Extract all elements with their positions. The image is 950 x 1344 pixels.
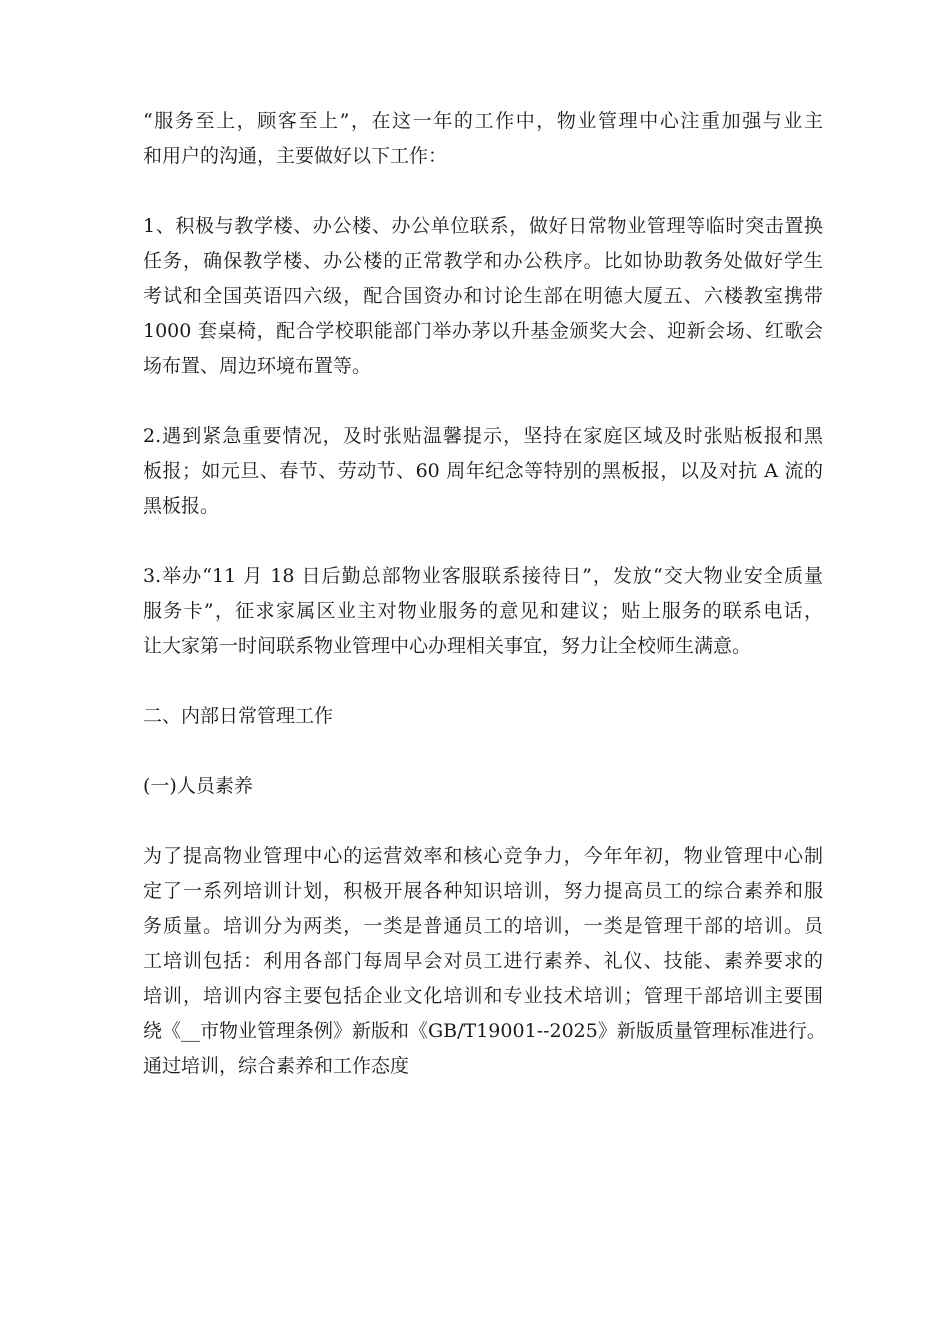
text-line: “服务至上，顾客至上”，在这一年的工作中，物业管理中心注重加强与业主 <box>143 110 823 132</box>
text-line: 黑板报。 <box>143 495 220 517</box>
text-line: 2.遇到紧急重要情况，及时张贴温馨提示，坚持在家庭区域及时张贴板报和黑 <box>143 425 823 447</box>
text-line: 板报；如元旦、春节、劳动节、60 周年纪念等特别的黑板报，以及对抗 A 流的 <box>143 460 823 482</box>
subsection-heading <box>143 769 823 804</box>
text-line: 1、积极与教学楼、办公楼、办公单位联系，做好日常物业管理等临时突击置换 <box>143 215 823 237</box>
paragraph-training <box>143 839 826 1084</box>
text-line: 培训，培训内容主要包括企业文化培训和专业技术培训；管理干部培训主要围 <box>143 985 823 1007</box>
text-line: 3.举办“11 月 18 日后勤总部物业客服联系接待日”，发放“交大物业安全质量 <box>143 565 823 587</box>
paragraph-item-1 <box>143 209 823 384</box>
text-line: 定了一系列培训计划，积极开展各种知识培训，努力提高员工的综合素养和服 <box>143 880 823 902</box>
text-line: (一)人员素养 <box>143 775 253 797</box>
text-line: 二、内部日常管理工作 <box>143 705 334 727</box>
text-line: 1000 套桌椅，配合学校职能部门举办茅以升基金颁奖大会、迎新会场、红歌会 <box>143 320 823 342</box>
text-line: 工培训包括：利用各部门每周早会对员工进行素养、礼仪、技能、素养要求的 <box>143 950 823 972</box>
paragraph-intro <box>143 104 823 174</box>
text-line: 服务卡”，征求家属区业主对物业服务的意见和建议；贴上服务的联系电话， <box>143 600 823 622</box>
text-line: 绕《__市物业管理条例》新版和《GB/T19001--2025》新版质量管理标准进行。 <box>143 1020 826 1042</box>
paragraph-item-2 <box>143 419 823 524</box>
paragraph-item-3 <box>143 559 823 664</box>
section-heading <box>143 699 823 734</box>
text-line: 为了提高物业管理中心的运营效率和核心竞争力，今年年初，物业管理中心制 <box>143 845 823 867</box>
document-body <box>143 104 826 1119</box>
text-line: 考试和全国英语四六级，配合国资办和讨论生部在明德大厦五、六楼教室携带 <box>143 285 823 307</box>
text-line: 场布置、周边环境布置等。 <box>143 355 372 377</box>
text-line: 通过培训，综合素养和工作态度 <box>143 1055 410 1077</box>
text-line: 和用户的沟通，主要做好以下工作： <box>143 145 448 167</box>
text-line: 任务，确保教学楼、办公楼的正常教学和办公秩序。比如协助教务处做好学生 <box>143 250 823 272</box>
text-line: 让大家第一时间联系物业管理中心办理相关事宜，努力让全校师生满意。 <box>143 635 752 657</box>
text-line: 务质量。培训分为两类，一类是普通员工的培训，一类是管理干部的培训。员 <box>143 915 823 937</box>
